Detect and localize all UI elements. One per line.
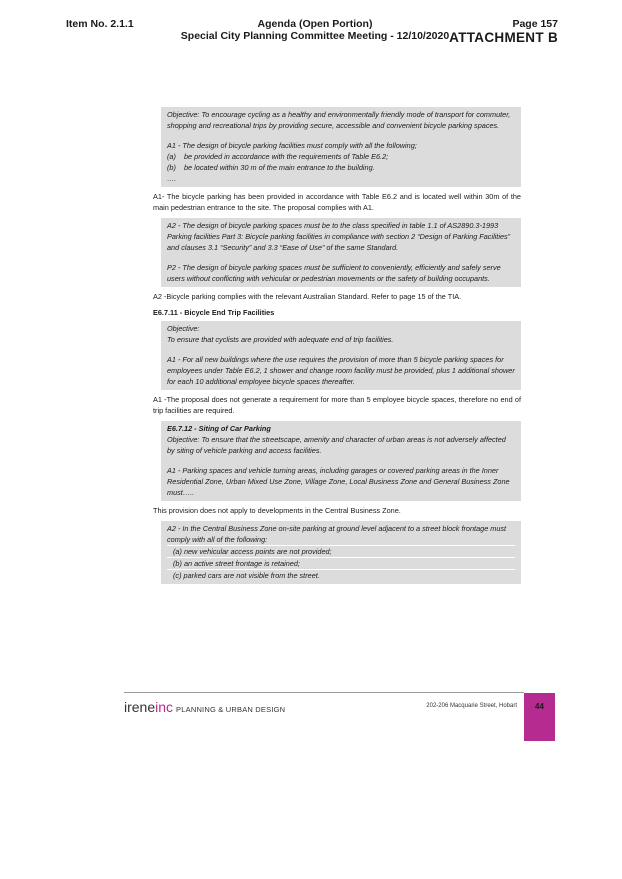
ellipsis: …. bbox=[167, 174, 177, 183]
bicycle-parking-standard-box bbox=[161, 107, 521, 187]
page-info bbox=[449, 18, 558, 46]
footer-page-number: 44 bbox=[524, 693, 555, 741]
box-heading: E6.7.12 - Siting of Car Parking bbox=[167, 424, 271, 433]
list-item: (a) be provided in accordance with the requirements of Table E6.2; bbox=[167, 152, 389, 161]
a1-text: A1 - Parking spaces and vehicle turning areas, including garages or covered parking areas in the Inner Residential Zone, Urban Mixed Use Zone, Village Zone, Local Business Zone and General Business Zone must….. bbox=[167, 466, 510, 497]
list-item: (c) parked cars are not visible from the street. bbox=[167, 569, 515, 581]
cbz-response: This provision does not apply to developments in the Central Business Zone. bbox=[153, 506, 401, 515]
item-number: Item No. 2.1.1 bbox=[66, 18, 134, 30]
company-logo: ireneinc PLANNING & URBAN DESIGN bbox=[124, 699, 286, 715]
bicycle-design-standard-box bbox=[161, 218, 521, 287]
page-number: Page 157 bbox=[512, 18, 558, 30]
meeting-title: Special City Planning Committee Meeting - 12/10/2020 bbox=[180, 30, 450, 42]
footer-divider bbox=[124, 692, 524, 693]
attachment-label: ATTACHMENT B bbox=[449, 30, 558, 45]
objective-text: To ensure that cyclists are provided with adequate end of trip facilities. bbox=[167, 335, 394, 344]
a2-response: A2 -Bicycle parking complies with the relevant Australian Standard. Refer to page 15 of the TIA. bbox=[153, 292, 462, 301]
cbz-parking-box bbox=[161, 521, 521, 584]
list-item: (b) an active street frontage is retained; bbox=[167, 557, 515, 569]
a1-response: A1- The bicycle parking has been provided in accordance with Table E6.2 and is located well within 30m of the main pedestrian entrance to the site. The proposal complies with A1. bbox=[153, 192, 521, 212]
agenda-title: Agenda (Open Portion) bbox=[257, 18, 373, 30]
footer-address: 202-206 Macquarie Street, Hobart bbox=[426, 703, 517, 709]
section-heading: E6.7.11 - Bicycle End Trip Facilities bbox=[153, 308, 275, 317]
list-item: (a) new vehicular access points are not provided; bbox=[167, 545, 515, 557]
a1-text: A1 - The design of bicycle parking facilities must comply with all the following; bbox=[167, 141, 417, 150]
objective-text: Objective: To encourage cycling as a healthy and environmentally friendly mode of transport for commuter, shopping and recreational trips by providing secure, accessible and convenient bicycle parking spaces. bbox=[167, 110, 511, 130]
car-parking-siting-box bbox=[161, 421, 521, 501]
objective-text: Objective: To ensure that the streetscape, amenity and character of urban areas is not adversely affected by siting of vehicle parking and access facilities. bbox=[167, 435, 506, 455]
agenda-heading bbox=[150, 18, 480, 42]
logo-subtitle: PLANNING & URBAN DESIGN bbox=[176, 705, 286, 714]
end-trip-response: A1 -The proposal does not generate a requirement for more than 5 employee bicycle spaces, therefore no end of trip facilities are required. bbox=[153, 395, 521, 415]
end-trip-facilities-box bbox=[161, 321, 521, 390]
a2-text: A2 - In the Central Business Zone on-site parking at ground level adjacent to a street block frontage must comply with all of the following: bbox=[167, 524, 507, 544]
objective-label: Objective: bbox=[167, 324, 200, 333]
a1-text: A1 - For all new buildings where the use requires the provision of more than 5 bicycle parking spaces for employees under Table E6.2, 1 shower and change room facility must be provided, plus 1 additional shower for each 10 additional employee bicycle spaces thereafter. bbox=[167, 355, 515, 386]
document-body bbox=[153, 107, 521, 588]
p2-text: P2 - The design of bicycle parking spaces must be sufficient to conveniently, efficiently and safely serve users without conflicting with vehicular or pedestrian movements or the safety of building occupants. bbox=[167, 263, 501, 283]
list-item: (b) be located within 30 m of the main entrance to the building. bbox=[167, 163, 375, 172]
a2-text: A2 - The design of bicycle parking spaces must be to the class specified in table 1.1 of AS2890.3-1993 Parking facilities Part 3: Bicycle parking facilities in compliance with section 2 “Design of Parking Facilities” and clauses 3.1 “Security” and 3.3 “Ease of Use” of the same Standard. bbox=[167, 221, 511, 252]
